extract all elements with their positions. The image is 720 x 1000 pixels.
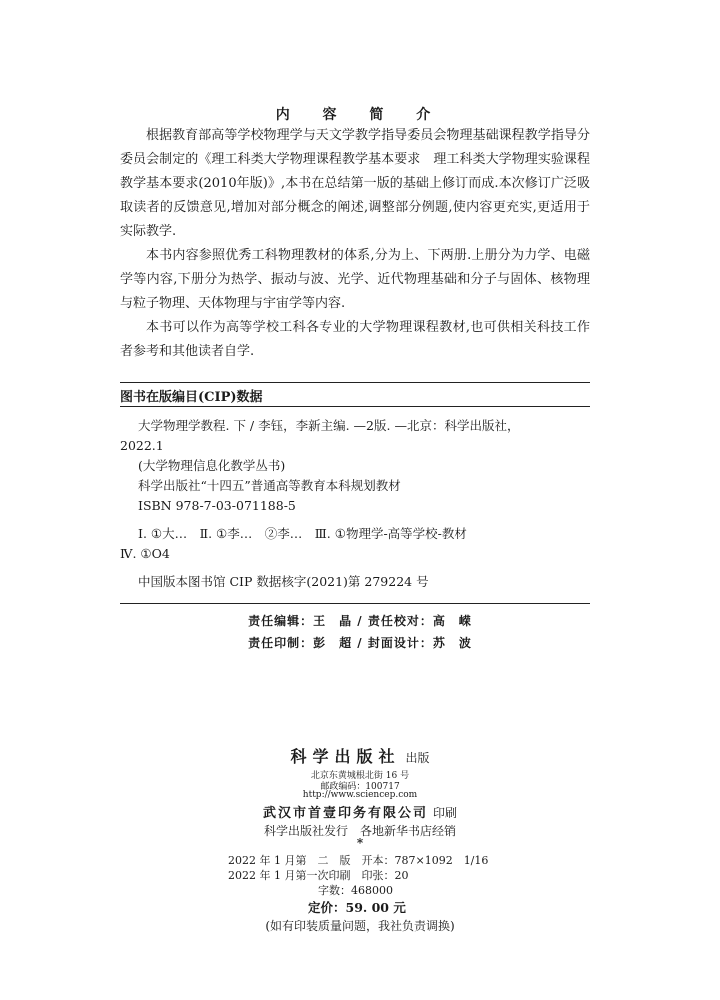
printer-name: 武汉市首壹印务有限公司	[262, 806, 428, 821]
cip-heading-rule	[120, 406, 590, 407]
intro-paragraph: 本书可以作为高等学校工科各专业的大学物理课程教材,也可供相关科技工作者参考和其他读者自学.	[120, 320, 590, 359]
edition-line: 2022 年 1 月第 二 版 开本：787×1092 1/16	[228, 854, 489, 867]
cip-line: 大学物理学教程. 下 / 李钰，李新主编. —2版. —北京：科学出版社，	[138, 418, 520, 433]
cip-line: 科学出版社“十四五”普通高等教育本科规划教材	[138, 478, 401, 493]
separator-star: *	[356, 836, 364, 850]
price: 定价：59. 00 元	[308, 900, 406, 915]
printing-line: 2022 年 1 月第一次印刷 印张：20	[228, 869, 409, 882]
printer-suffix: 印刷	[433, 806, 458, 820]
publisher-suffix: 出版	[405, 751, 430, 765]
cip-line: 2022.1	[120, 438, 164, 453]
cip-block	[120, 416, 590, 592]
intro-title: 内 容 简 介	[275, 107, 445, 123]
cip-bottom-rule	[120, 603, 590, 604]
distribution-line: 科学出版社发行 各地新华书店经销	[263, 824, 456, 838]
cip-line: ISBN 978-7-03-071188-5	[138, 498, 296, 513]
cip-classification: Ⅰ. ①大… Ⅱ. ①李… ②李… Ⅲ. ①物理学-高等学校-教材	[138, 526, 467, 541]
publisher-line	[0, 744, 720, 767]
publisher-postcode: 邮政编码：100717	[320, 782, 400, 792]
intro-body	[120, 124, 590, 364]
quality-notice: (如有印装质量问题，我社负责调换)	[265, 919, 455, 933]
cip-classification: Ⅳ. ①O4	[120, 546, 170, 561]
cip-top-rule	[120, 382, 590, 383]
word-count: 字数：468000	[318, 884, 393, 897]
publisher-address: 北京东黄城根北街 16 号	[310, 771, 410, 781]
publisher-name: 科学出版社	[290, 747, 401, 766]
cip-heading: 图书在版编目(CIP)数据	[120, 390, 263, 405]
staff-production: 责任印制：彭 超 / 封面设计：苏 波	[248, 636, 472, 650]
intro-paragraph: 本书内容参照优秀工科物理教材的体系,分为上、下两册.上册分为力学、电磁学等内容,下册分为热学、振动与波、光学、近代物理基础和分子与固体、核物理与粒子物理、天体物理与宇宙学等内容.	[120, 248, 590, 311]
publisher-url: http://www.sciencep.com	[302, 790, 418, 800]
intro-paragraph: 根据教育部高等学校物理学与天文学教学指导委员会物理基础课程教学指导分委员会制定的《理工科类大学物理课程教学基本要求 理工科类大学物理实验课程教学基本要求(2010年版)》,本书在总结第一版的基础上修订而成.本次修订广泛吸取读者的反馈意见,增加对部分概念的阐述,调整部分例题,使内容更充实,更适用于实际教学.	[120, 128, 590, 239]
printer-line	[0, 802, 720, 821]
cip-line: (大学物理信息化教学丛书)	[138, 458, 286, 473]
cip-record-number: 中国版本图书馆 CIP 数据核字(2021)第 279224 号	[138, 574, 429, 589]
staff-editors: 责任编辑：王 晶 / 责任校对：高 嵘	[248, 614, 472, 628]
